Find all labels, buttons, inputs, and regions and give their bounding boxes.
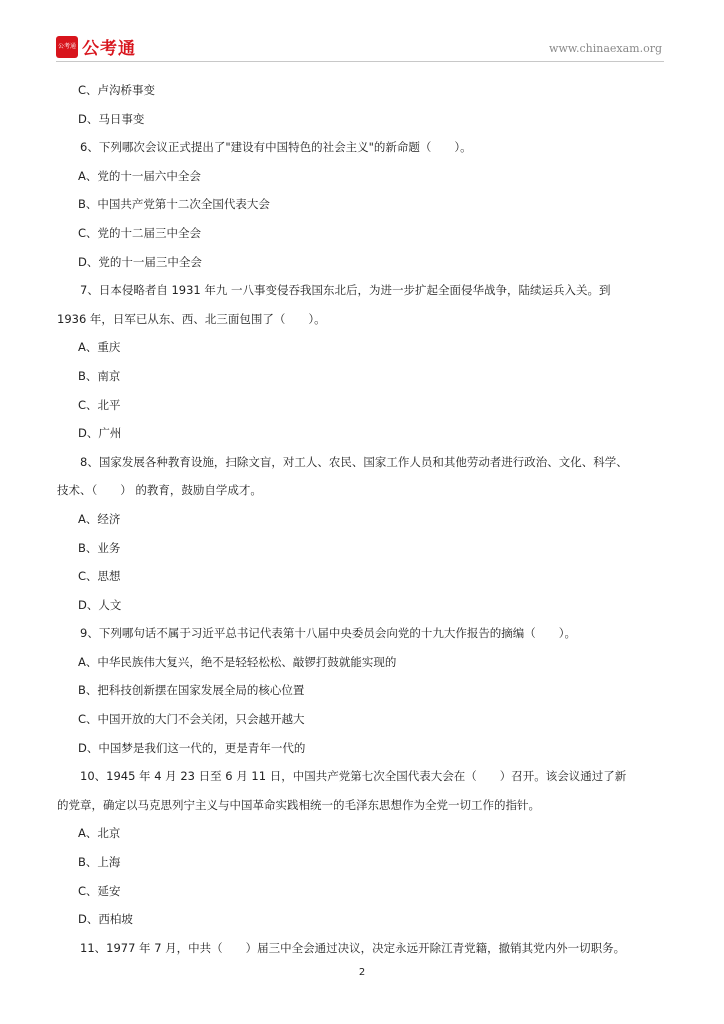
answer-option: B、把科技创新摆在国家发展全局的核心位置 [78, 683, 305, 698]
answer-option: D、人文 [78, 597, 122, 612]
answer-option: A、北京 [78, 826, 121, 841]
header-divider [56, 61, 664, 62]
answer-option: C、延安 [78, 883, 121, 898]
question-text: 10、1945 年 4 月 23 日至 6 月 11 日，中国共产党第七次全国代表大会在（ ）召开。该会议通过了新 [80, 769, 627, 784]
answer-option: D、马日事变 [78, 111, 145, 126]
answer-option: D、中国梦是我们这一代的，更是青年一代的 [78, 740, 306, 755]
question-content [57, 76, 667, 962]
answer-option: B、南京 [78, 368, 121, 383]
answer-option: C、中国开放的大门不会关闭，只会越开越大 [78, 712, 305, 727]
answer-option: D、西柏坡 [78, 912, 133, 927]
answer-option: A、重庆 [78, 340, 121, 355]
answer-option: B、中国共产党第十二次全国代表大会 [78, 197, 270, 212]
question-continuation: 1936 年，日军已从东、西、北三面包围了（ ）。 [57, 311, 326, 326]
answer-option: D、党的十一届三中全会 [78, 254, 202, 269]
question-continuation: 技术、（ ） 的教育，鼓励自学成才。 [57, 483, 262, 498]
answer-option: A、经济 [78, 511, 121, 526]
answer-option: B、上海 [78, 855, 121, 870]
answer-option: B、业务 [78, 540, 121, 555]
question-text: 8、国家发展各种教育设施，扫除文盲，对工人、农民、国家工作人员和其他劳动者进行政治、文化、科学、 [80, 454, 628, 469]
question-text: 11、1977 年 7 月，中共（ ）届三中全会通过决议，决定永远开除江青党籍，撤销其党内外一切职务。 [80, 940, 626, 955]
answer-option: A、党的十一届六中全会 [78, 168, 201, 183]
answer-option: A、中华民族伟大复兴，绝不是轻轻松松、敲锣打鼓就能实现的 [78, 654, 397, 669]
answer-option: C、思想 [78, 569, 121, 584]
question-text: 7、日本侵略者自 1931 年九 一八事变侵吞我国东北后，为进一步扩起全面侵华战争，陆续运兵入关。到 [80, 283, 611, 298]
question-text: 6、下列哪次会议正式提出了"建设有中国特色的社会主义"的新命题（ ）。 [80, 140, 472, 155]
question-text: 9、下列哪句话不属于习近平总书记代表第十八届中央委员会向党的十九大作报告的摘编（ ）。 [80, 626, 577, 641]
answer-option: D、广州 [78, 426, 122, 441]
brand-logo [56, 34, 136, 59]
answer-option: C、党的十二届三中全会 [78, 225, 202, 240]
question-continuation: 的党章，确定以马克思列宁主义与中国革命实践相统一的毛泽东思想作为全党一切工作的指针。 [57, 797, 540, 812]
answer-option: C、卢沟桥事变 [78, 83, 156, 97]
page-header [0, 0, 724, 62]
logo-text: 公考通 [82, 39, 136, 59]
logo-badge-icon: 公考通 [56, 36, 78, 58]
site-url: www.chinaexam.org [549, 42, 662, 55]
answer-option: C、北平 [78, 397, 121, 412]
page-number: 2 [358, 967, 366, 978]
